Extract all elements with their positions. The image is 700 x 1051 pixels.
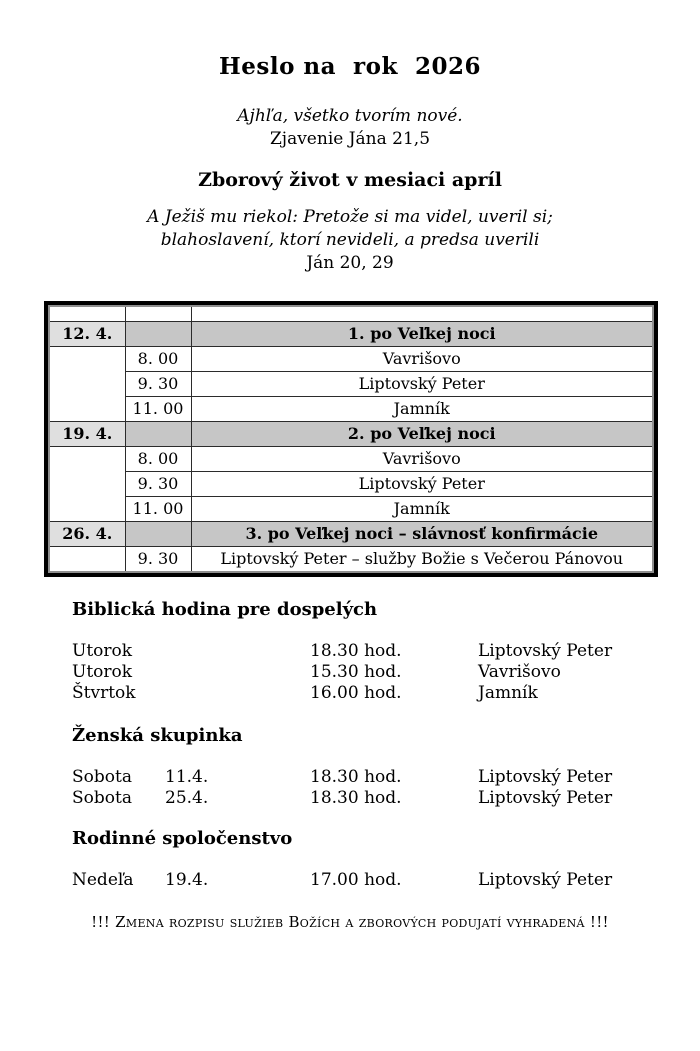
table-row (49, 521, 653, 546)
time-cell: 11. 00 (125, 496, 191, 521)
empty-cell (49, 446, 125, 521)
table-row (49, 546, 653, 572)
event-day: Sobota (72, 766, 132, 787)
event-place: Liptovský Peter (478, 787, 613, 808)
verse-line: blahoslavení, ktorí nevideli, a predsa uverili (160, 230, 540, 250)
time-cell: 11. 00 (125, 396, 191, 421)
event-place: Liptovský Peter (478, 640, 613, 661)
event-day: Štvrtok (72, 682, 136, 703)
event-date: 11.4. (165, 766, 209, 787)
band-cell (125, 421, 191, 446)
event-row (72, 870, 660, 891)
event-row (72, 683, 660, 704)
section-heading: Rodinné spoločenstvo (72, 827, 293, 849)
page-title: Heslo na rok 2026 (219, 53, 481, 80)
date-cell: 19. 4. (49, 421, 125, 446)
table-row (49, 496, 653, 521)
scripture-ref: Zjavenie Jána 21,5 (269, 129, 431, 149)
place-cell: Vavrišovo (191, 346, 653, 371)
table-row (49, 446, 653, 471)
event-day: Nedeľa (72, 869, 134, 890)
event-list (72, 767, 660, 809)
table-row (49, 371, 653, 396)
footer-notice: !!! Zmena rozpisu služieb Božích a zborových podujatí vyhradená !!! (91, 912, 609, 931)
sunday-title: 3. po Veľkej noci – slávnosť konfirmácie (191, 521, 653, 546)
empty-cell (49, 346, 125, 421)
event-date (165, 662, 310, 683)
event-time: 18.30 hod. (310, 787, 402, 808)
table-row (49, 346, 653, 371)
event-time: 16.00 hod. (310, 682, 402, 703)
event-row (72, 767, 660, 788)
section-family-fellowship (72, 828, 660, 891)
motto-line: Ajhľa, všetko tvorím nové. (237, 106, 463, 126)
time-cell: 9. 30 (125, 371, 191, 396)
event-date: 25.4. (165, 787, 209, 808)
event-time: 18.30 hod. (310, 766, 402, 787)
document-header (0, 52, 700, 275)
empty-cell (191, 306, 653, 321)
event-list (72, 641, 660, 704)
place-cell: Liptovský Peter (191, 471, 653, 496)
event-date: 19.4. (165, 869, 209, 890)
event-place: Jamník (478, 682, 538, 703)
date-cell: 26. 4. (49, 521, 125, 546)
verse-line: A Ježiš mu riekol: Pretože si ma videl, uveril si; (147, 207, 553, 227)
empty-cell (49, 546, 125, 572)
event-row (72, 662, 660, 683)
empty-cell (125, 306, 191, 321)
section-womens-group (72, 725, 660, 809)
table-row (49, 396, 653, 421)
table-row (49, 421, 653, 446)
sunday-title: 2. po Veľkej noci (191, 421, 653, 446)
document-page (0, 52, 700, 1051)
event-time: 17.00 hod. (310, 869, 402, 890)
place-cell: Jamník (191, 496, 653, 521)
event-list (72, 870, 660, 891)
table-row (49, 306, 653, 321)
time-cell: 9. 30 (125, 471, 191, 496)
event-time: 18.30 hod. (310, 640, 402, 661)
sunday-title: 1. po Veľkej noci (191, 321, 653, 346)
event-day: Sobota (72, 787, 132, 808)
event-row (72, 788, 660, 809)
place-cell: Jamník (191, 396, 653, 421)
place-cell: Vavrišovo (191, 446, 653, 471)
empty-cell (49, 306, 125, 321)
band-cell (125, 521, 191, 546)
event-place: Liptovský Peter (478, 766, 613, 787)
place-cell: Liptovský Peter – služby Božie s Večerou Pánovou (191, 546, 653, 572)
section-bible-study (72, 599, 660, 704)
event-place: Liptovský Peter (478, 869, 613, 890)
section-heading: Ženská skupinka (72, 724, 243, 746)
table-row (49, 471, 653, 496)
time-cell: 8. 00 (125, 346, 191, 371)
table-row (49, 321, 653, 346)
event-date (165, 641, 310, 662)
event-day: Utorok (72, 661, 133, 682)
band-cell (125, 321, 191, 346)
date-cell: 12. 4. (49, 321, 125, 346)
place-cell: Liptovský Peter (191, 371, 653, 396)
scripture-ref: Ján 20, 29 (306, 253, 394, 273)
event-time: 15.30 hod. (310, 661, 402, 682)
event-day: Utorok (72, 640, 133, 661)
month-section-title: Zborový život v mesiaci apríl (198, 169, 502, 191)
section-heading: Biblická hodina pre dospelých (72, 598, 378, 620)
time-cell: 9. 30 (125, 546, 191, 572)
time-cell: 8. 00 (125, 446, 191, 471)
event-date (165, 683, 310, 704)
event-row (72, 641, 660, 662)
event-place: Vavrišovo (478, 661, 561, 682)
service-schedule-table (44, 301, 658, 577)
